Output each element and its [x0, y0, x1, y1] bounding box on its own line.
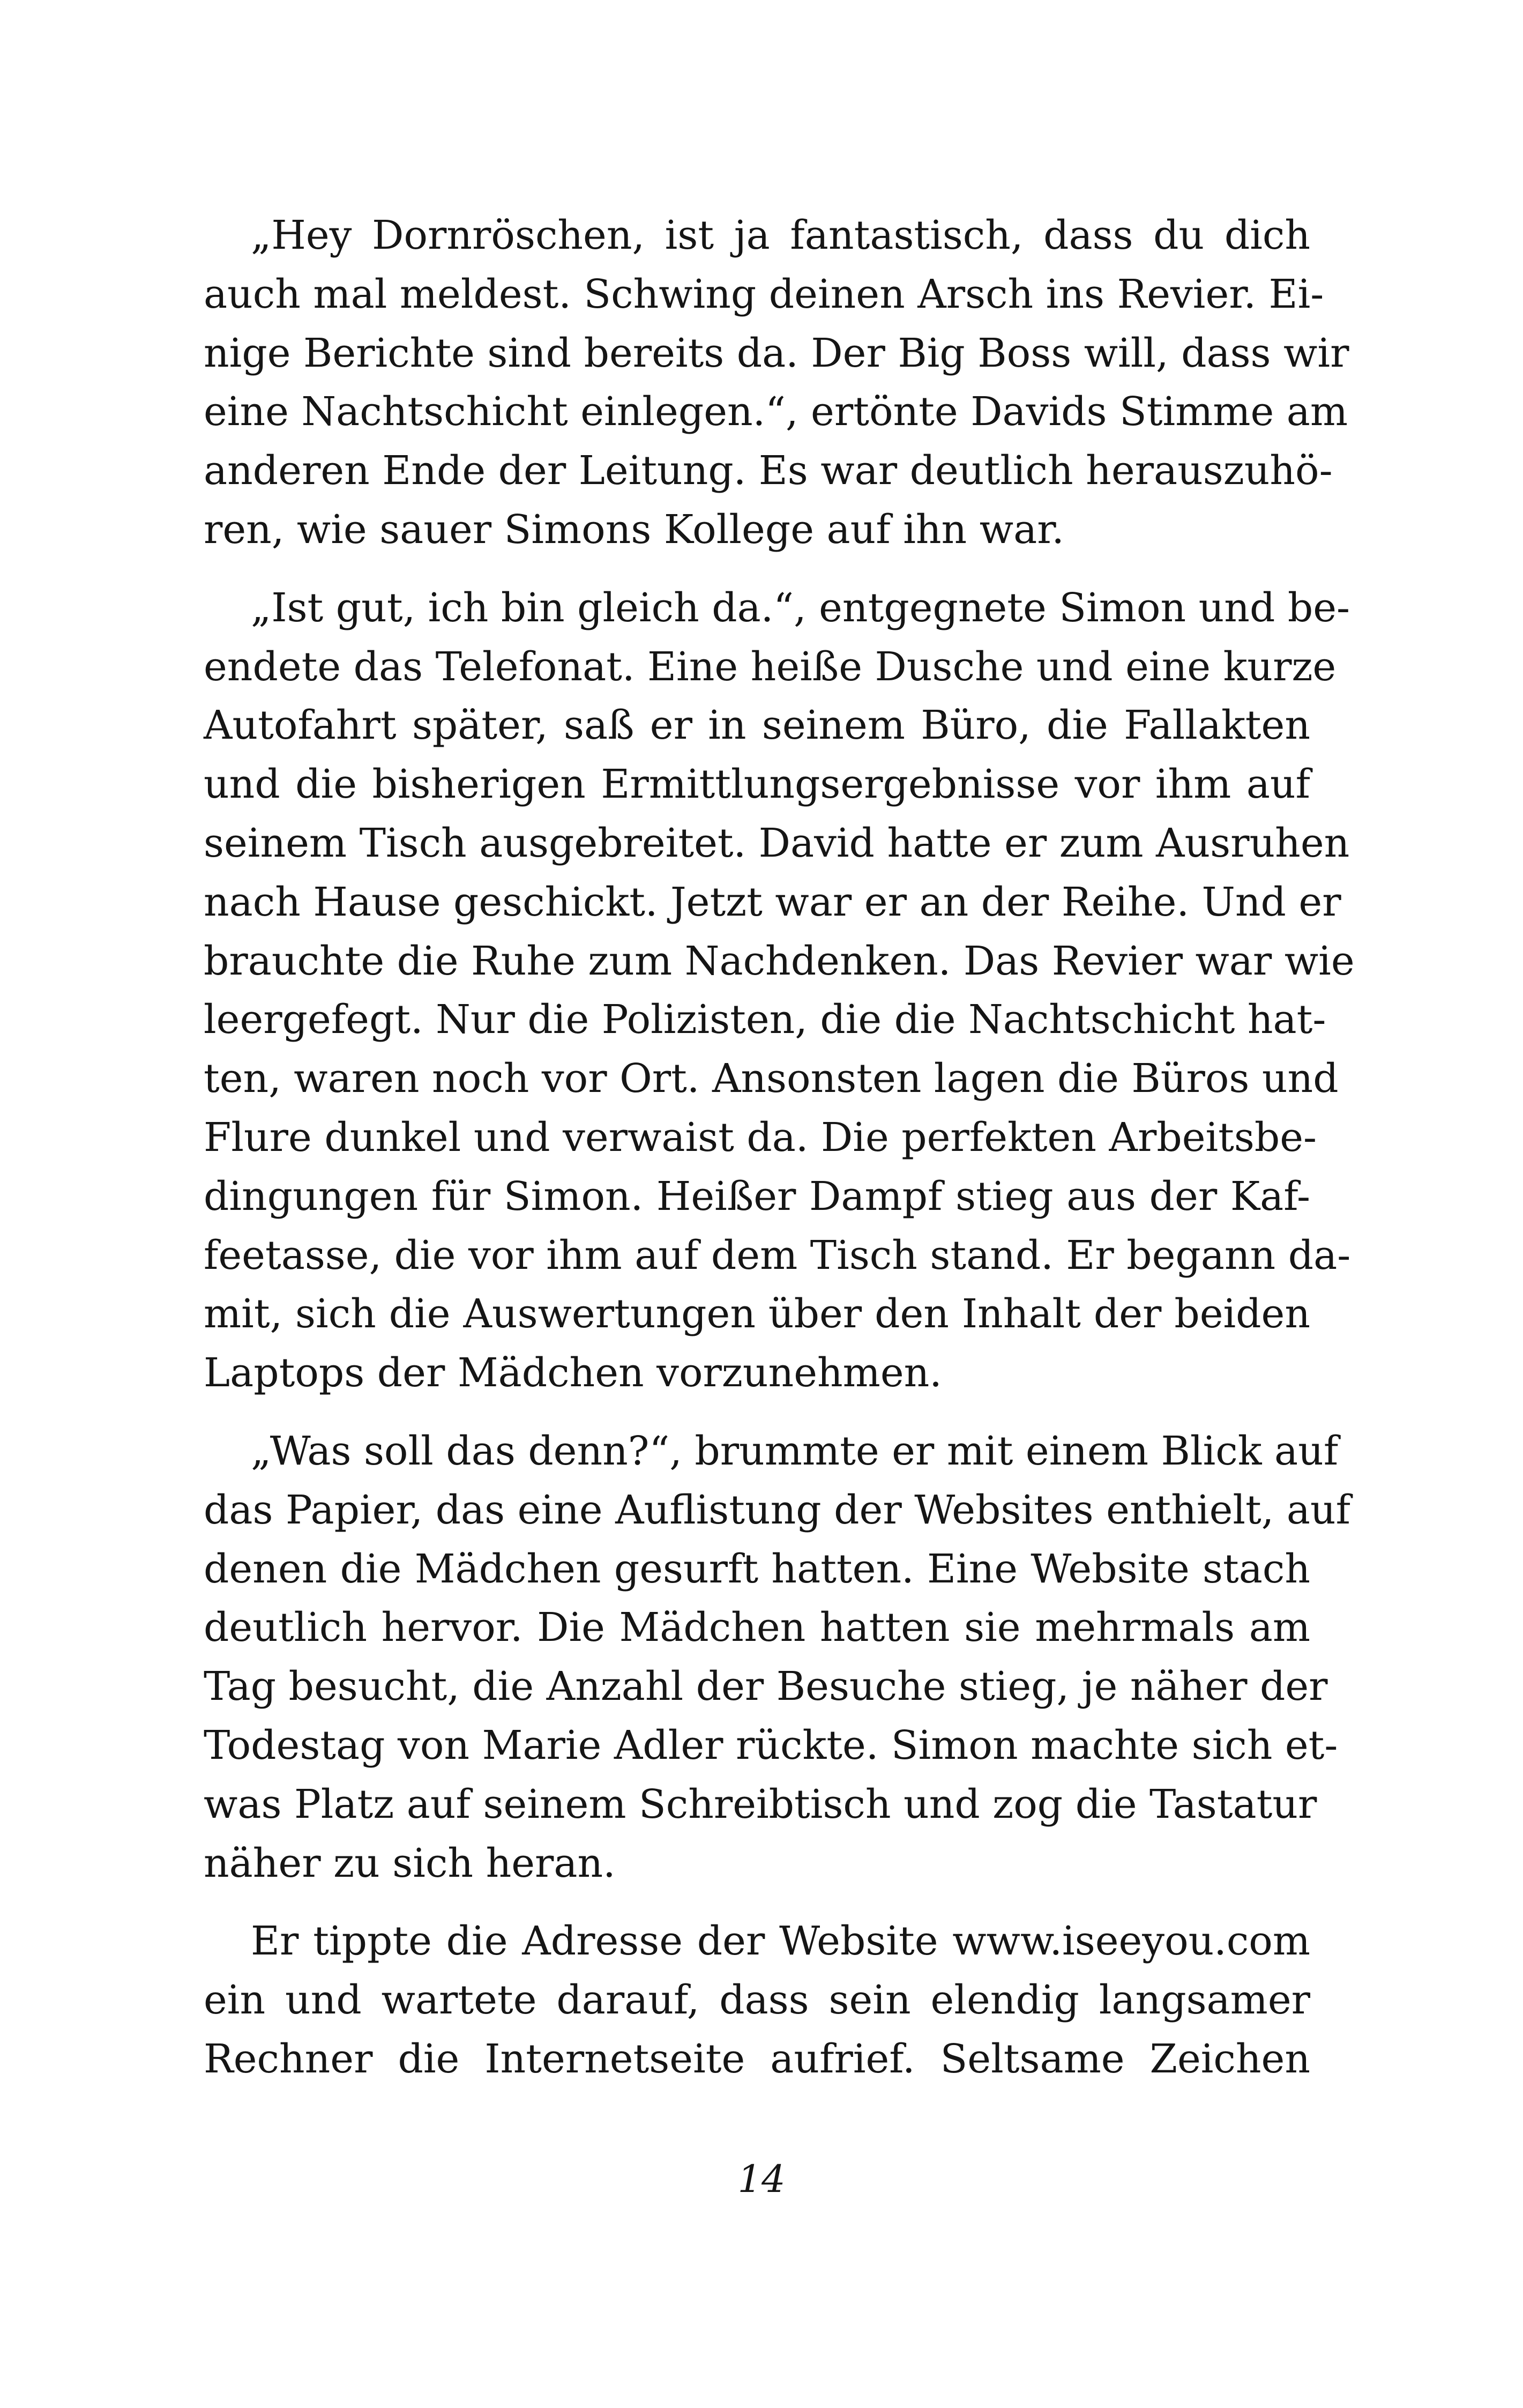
- text-line: Rechner die Internetseite aufrief. Seltsame Zeichen: [204, 2035, 1310, 2082]
- text-line: dingungen für Simon. Heißer Dampf stieg aus der Kaf-: [204, 1173, 1310, 1220]
- paragraph-gap: [204, 1403, 1310, 1422]
- text-line: deutlich hervor. Die Mädchen hatten sie mehrmals am: [204, 1604, 1310, 1651]
- text-line: nige Berichte sind bereits da. Der Big Boss will, dass wir: [204, 330, 1349, 376]
- text-line: was Platz auf seinem Schreibtisch und zog die Tastatur: [204, 1781, 1317, 1827]
- paragraph: [204, 1422, 1351, 1893]
- text-line: endete das Telefonat. Eine heiße Dusche und eine kurze: [204, 643, 1337, 690]
- text-line: denen die Mädchen gesurft hatten. Eine Website stach: [204, 1545, 1310, 1592]
- text-line: ren, wie sauer Simons Kollege auf ihn war.: [204, 506, 1064, 553]
- text-line: „Was soll das denn?“, brummte er mit einem Blick auf: [251, 1428, 1339, 1474]
- text-line: Tag besucht, die Anzahl der Besuche stieg, je näher der: [204, 1663, 1328, 1710]
- text-line: Laptops der Mädchen vorzunehmen.: [204, 1350, 942, 1396]
- text-line: feetasse, die vor ihm auf dem Tisch stand. Er begann da-: [204, 1232, 1351, 1279]
- paragraph: [204, 579, 1355, 1403]
- text-line: Todestag von Marie Adler rückte. Simon machte sich et-: [204, 1722, 1338, 1768]
- text-line: brauchte die Ruhe zum Nachdenken. Das Revier war wie: [204, 938, 1355, 984]
- paragraph-gap: [204, 1893, 1310, 1912]
- paragraph: [204, 1912, 1310, 2089]
- paragraph: [204, 206, 1349, 560]
- text-line: ten, waren noch vor Ort. Ansonsten lagen die Büros und: [204, 1056, 1339, 1102]
- text-line: „Hey Dornröschen, ist ja fantastisch, dass du dich: [251, 212, 1310, 258]
- body-text: [204, 206, 1355, 2089]
- text-line: ein und wartete darauf, dass sein elendig langsamer: [204, 1977, 1310, 2024]
- text-line: Er tippte die Adresse der Website www.iseeyou.com: [251, 1918, 1310, 1965]
- text-line: „Ist gut, ich bin gleich da.“, entgegnete Simon und be-: [251, 584, 1350, 631]
- text-line: nach Hause geschickt. Jetzt war er an der Reihe. Und er: [204, 879, 1341, 925]
- text-line: mit, sich die Auswertungen über den Inhalt der beiden: [204, 1291, 1310, 1337]
- text-line: leergefegt. Nur die Polizisten, die die Nachtschicht hat-: [204, 997, 1326, 1043]
- text-line: näher zu sich heran.: [204, 1840, 616, 1886]
- text-line: Autofahrt später, saß er in seinem Büro, die Fallakten: [204, 702, 1310, 749]
- text-line: Flure dunkel und verwaist da. Die perfekten Arbeitsbe-: [204, 1114, 1317, 1161]
- paragraph-gap: [204, 560, 1310, 579]
- page-number: 14: [737, 2157, 786, 2201]
- text-line: auch mal meldest. Schwing deinen Arsch ins Revier. Ei-: [204, 271, 1324, 317]
- text-line: anderen Ende der Leitung. Es war deutlich herauszuhö-: [204, 448, 1333, 494]
- text-line: das Papier, das eine Auflistung der Websites enthielt, auf: [204, 1487, 1351, 1533]
- text-line: eine Nachtschicht einlegen.“, ertönte Davids Stimme am: [204, 389, 1348, 435]
- text-line: seinem Tisch ausgebreitet. David hatte er zum Ausruhen: [204, 820, 1350, 866]
- text-line: und die bisherigen Ermittlungsergebnisse vor ihm auf: [204, 761, 1310, 808]
